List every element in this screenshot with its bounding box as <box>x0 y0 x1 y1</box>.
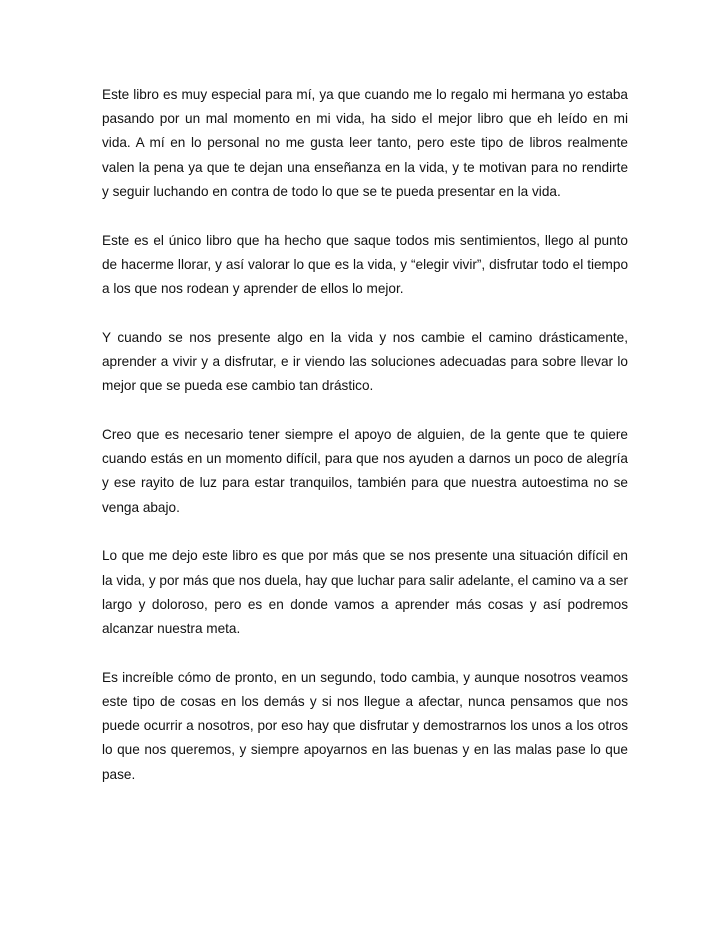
paragraph-6: Es increíble cómo de pronto, en un segundo, todo cambia, y aunque nosotros veamos este tipo de cosas en los demás y si nos llegue a afectar, nunca pensamos que nos puede ocurrir a nosotros, por eso hay que disfrutar y demostrarnos los unos a los otros lo que nos queremos, y siempre apoyarnos en las buenas y en las malas pase lo que pase. <box>102 669 628 782</box>
paragraph-3: Y cuando se nos presente algo en la vida y nos cambie el camino drásticamente, aprender a vivir y a disfrutar, e ir viendo las soluciones adecuadas para sobre llevar lo mejor que se pueda ese cambio tan drástico. <box>102 329 628 394</box>
paragraph-2: Este es el único libro que ha hecho que saque todos mis sentimientos, llego al punto de hacerme llorar, y así valorar lo que es la vida, y “elegir vivir”, disfrutar todo el tiempo a los que nos rodean y aprender de ellos lo mejor. <box>102 232 628 297</box>
paragraph-5: Lo que me dejo este libro es que por más que se nos presente una situación difícil en la vida, y por más que nos duela, hay que luchar para salir adelante, el camino va a ser largo y doloroso, pero es en donde vamos a aprender más cosas y así podremos alcanzar nuestra meta. <box>102 548 628 637</box>
document-body <box>102 83 628 787</box>
paragraph-1: Este libro es muy especial para mí, ya que cuando me lo regalo mi hermana yo estaba pasando por un mal momento en mi vida, ha sido el mejor libro que eh leído en mi vida. A mí en lo personal no me gusta leer tanto, pero este tipo de libros realmente valen la pena ya que te dejan una enseñanza en la vida, y te motivan para no rendirte y seguir luchando en contra de todo lo que se te pueda presentar en la vida. <box>102 87 628 199</box>
paragraph-4: Creo que es necesario tener siempre el apoyo de alguien, de la gente que te quiere cuando estás en un momento difícil, para que nos ayuden a darnos un poco de alegría y ese rayito de luz para estar tranquilos, también para que nuestra autoestima no se venga abajo. <box>102 427 628 515</box>
